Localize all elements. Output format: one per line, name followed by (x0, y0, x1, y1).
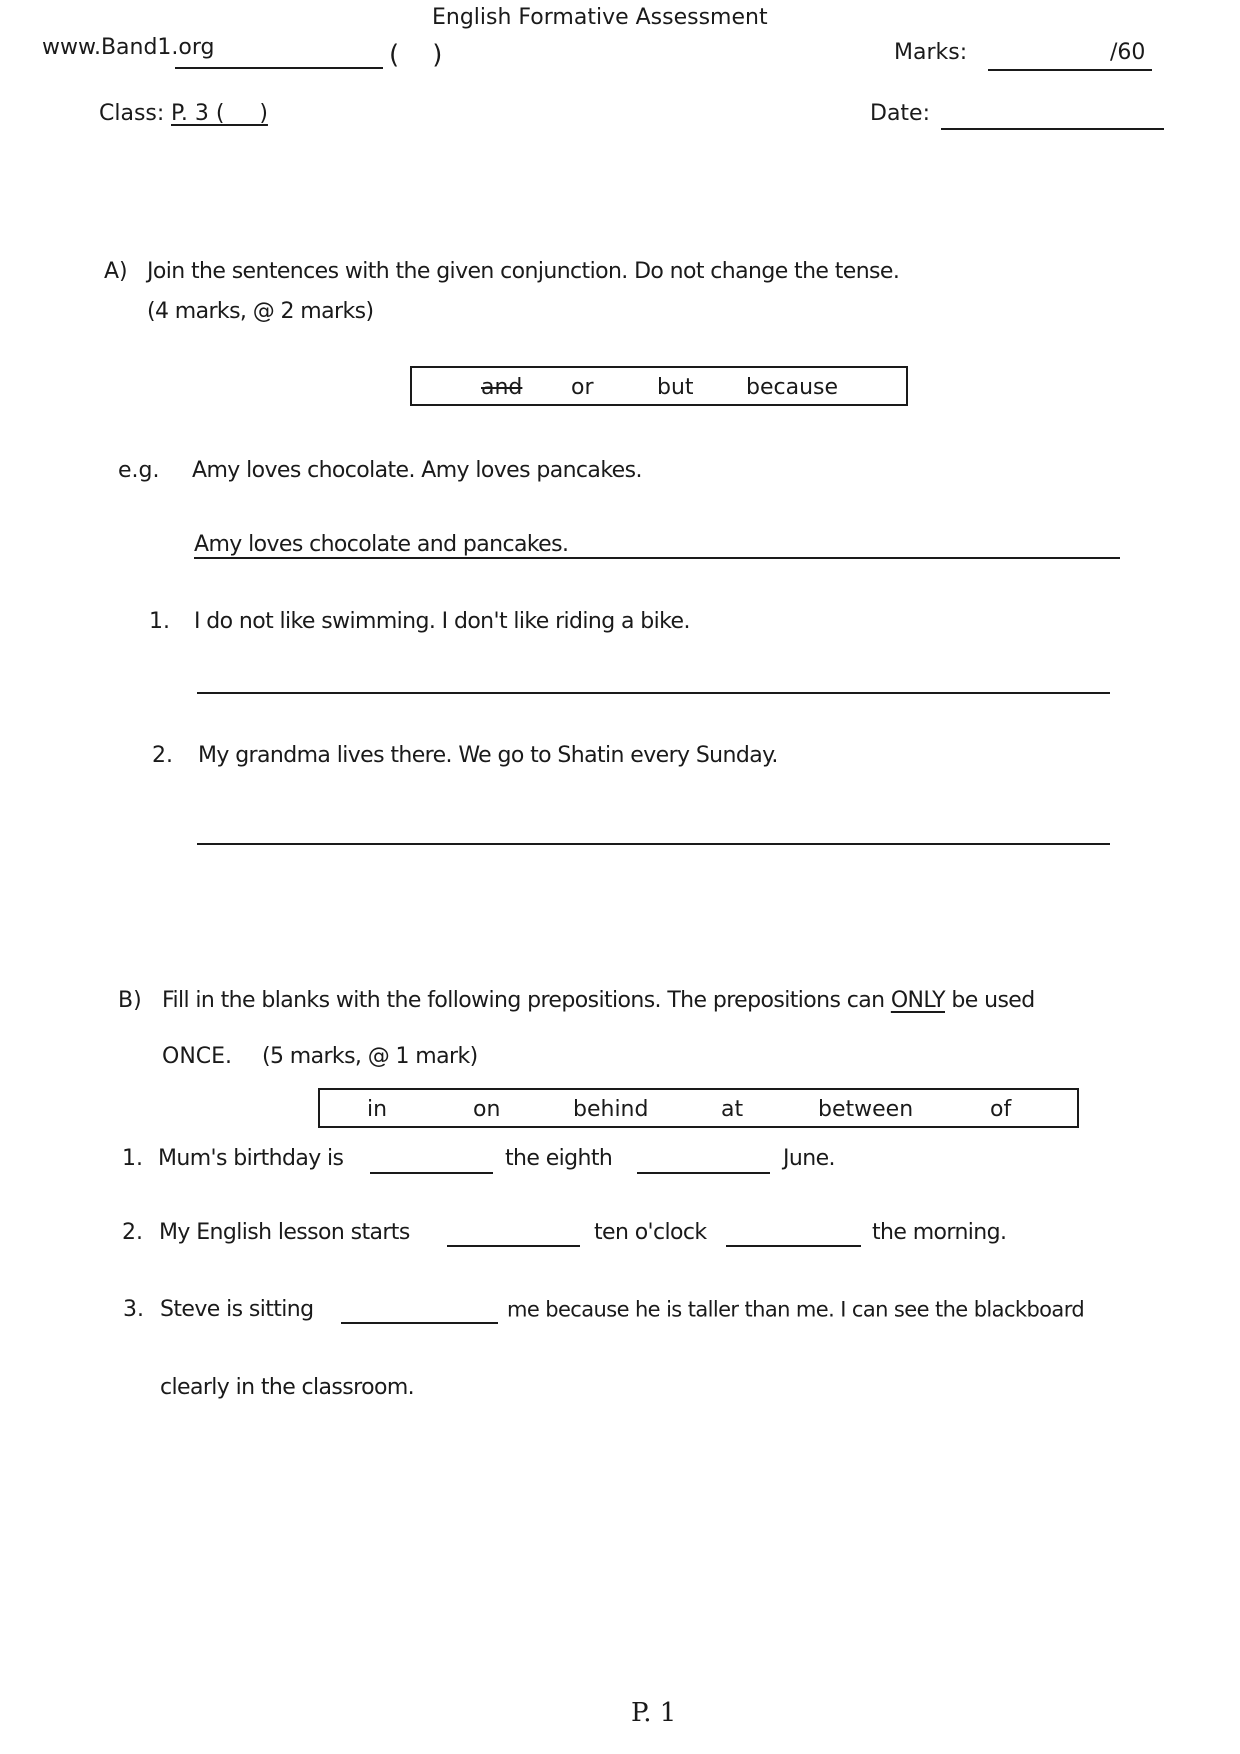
blank-b2-2[interactable] (726, 1245, 861, 1247)
document-title: English Formative Assessment (432, 5, 768, 30)
question-text: I do not like swimming. I don't like riding a bike. (194, 609, 690, 634)
word-bank-item: between (818, 1097, 914, 1122)
word-bank-item: and (481, 375, 523, 400)
question-number: 1. (122, 1146, 143, 1171)
example-question: Amy loves chocolate. Amy loves pancakes. (192, 458, 642, 483)
example-answer: Amy loves chocolate and pancakes. (194, 532, 569, 557)
section-b-instruction (162, 990, 1035, 1012)
name-field[interactable] (175, 67, 383, 69)
class-value: P. 3 ( ) (171, 101, 268, 126)
blank-b1-2[interactable] (637, 1172, 770, 1174)
word-bank-item: on (473, 1097, 501, 1122)
date-label: Date: (870, 101, 930, 126)
question-text: Steve is sitting (160, 1297, 314, 1322)
question-number: 1. (149, 609, 170, 634)
class-number-paren: ( ) (389, 40, 443, 70)
section-a-instruction: Join the sentences with the given conjunction. Do not change the tense. (147, 259, 900, 284)
question-text: clearly in the classroom. (160, 1375, 415, 1400)
word-bank-item: at (721, 1097, 744, 1122)
question-text: June. (783, 1146, 835, 1171)
question-text: Mum's birthday is (158, 1146, 344, 1171)
marks-total: /60 (1110, 40, 1146, 65)
word-bank-item: because (746, 375, 839, 400)
example-answer-line (194, 557, 1120, 559)
date-field[interactable] (941, 128, 1164, 130)
marks-label: Marks: (894, 40, 968, 65)
marks-field[interactable] (988, 69, 1152, 71)
section-b-label: B) (118, 988, 142, 1013)
blank-b1-1[interactable] (370, 1172, 493, 1174)
word-bank-item: but (657, 375, 694, 400)
section-b-marks: (5 marks, @ 1 mark) (262, 1044, 478, 1069)
question-text: My English lesson starts (159, 1220, 410, 1245)
word-bank-item: in (367, 1097, 388, 1122)
section-a-marks: (4 marks, @ 2 marks) (147, 299, 374, 324)
answer-line-a2[interactable] (197, 843, 1110, 845)
question-text: the eighth (505, 1146, 613, 1171)
answer-line-a1[interactable] (197, 692, 1110, 694)
question-text: My grandma lives there. We go to Shatin every Sunday. (198, 743, 778, 768)
section-a-label: A) (104, 259, 128, 284)
word-bank-item: or (571, 375, 594, 400)
watermark: www.Band1.org (42, 35, 215, 60)
question-text: ten o'clock (594, 1220, 707, 1245)
question-text: me because he is taller than me. I can see the blackboard (507, 1297, 1085, 1322)
question-text: the morning. (872, 1220, 1007, 1245)
question-number: 3. (123, 1297, 144, 1322)
word-bank-item: behind (573, 1097, 649, 1122)
class-label: Class: (99, 101, 165, 126)
question-number: 2. (152, 743, 173, 768)
instruction-only: ONLY (890, 988, 945, 1013)
question-number: 2. (122, 1220, 143, 1245)
instruction-once: ONCE. (162, 1044, 233, 1069)
example-label: e.g. (118, 458, 160, 483)
instruction-text: be used (951, 988, 1035, 1013)
word-bank-item: of (990, 1097, 1012, 1122)
blank-b2-1[interactable] (447, 1245, 580, 1247)
blank-b3-1[interactable] (341, 1322, 498, 1324)
preposition-word-bank (318, 1088, 1079, 1128)
instruction-text: Fill in the blanks with the following prepositions. The prepositions can (162, 988, 885, 1013)
page-number: P. 1 (631, 1698, 677, 1728)
